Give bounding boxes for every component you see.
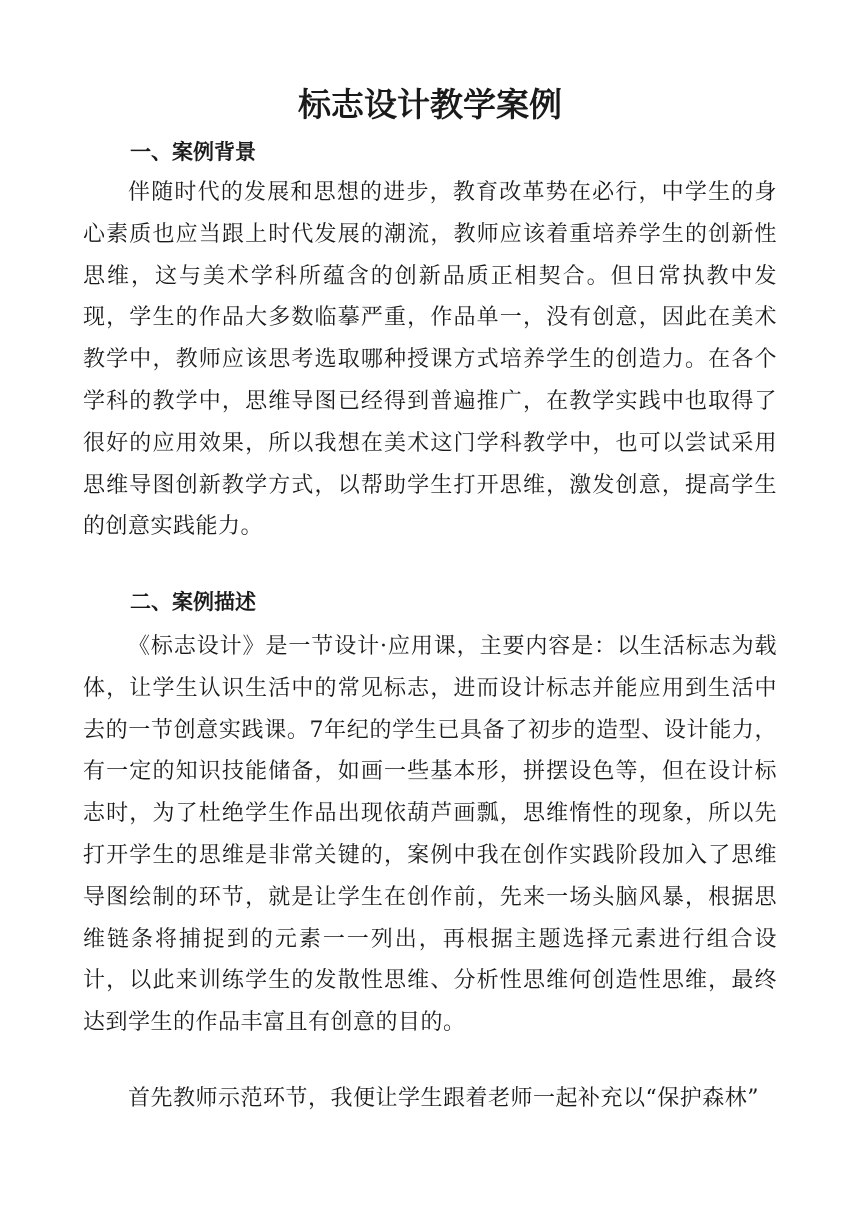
section-heading-description: 二、案例描述	[130, 590, 256, 614]
document-title: 标志设计教学案例	[298, 85, 562, 124]
paragraph-demonstration: 首先教师示范环节，我便让学生跟着老师一起补充以“保护森林”	[128, 1086, 759, 1111]
section-heading-background: 一、案例背景	[130, 140, 256, 164]
paragraph-description: 《标志设计》是一节设计·应用课，主要内容是：以生活标志为载体，让学生认识生活中的常见标志，进而设计标志并能应用到生活中去的一节创意实践课。7年纪的学生已具备了初步的造型、设计能力，有一定的知识技能储备，如画一些基本形，拼摆设色等，但在设计标志时，为了杜绝学生作品出现依葫芦画瓢，思维惰性的现象，所以先打开学生的思维是非常关键的，案例中我在创作实践阶段加入了思维导图绘制的环节，就是让学生在创作前，先来一场头脑风暴，根据思维链条将捕捉到的元素一一列出，再根据主题选择元素进行组合设计，以此来训练学生的发散性思维、分析性思维何创造性思维，最终达到学生的作品丰富且有创意的目的。	[83, 634, 777, 1036]
paragraph-background: 伴随时代的发展和思想的进步，教育改革势在必行，中学生的身心素质也应当跟上时代发展的潮流，教师应该着重培养学生的创新性思维，这与美术学科所蕴含的创新品质正相契合。但日常执教中发现，学生的作品大多数临摹严重，作品单一，没有创意，因此在美术教学中，教师应该思考选取哪种授课方式培养学生的创造力。在各个学科的教学中，思维导图已经得到普遍推广，在教学实践中也取得了很好的应用效果，所以我想在美术这门学科教学中，也可以尝试采用思维导图创新教学方式，以帮助学生打开思维，激发创意，提高学生的创意实践能力。	[83, 180, 777, 540]
